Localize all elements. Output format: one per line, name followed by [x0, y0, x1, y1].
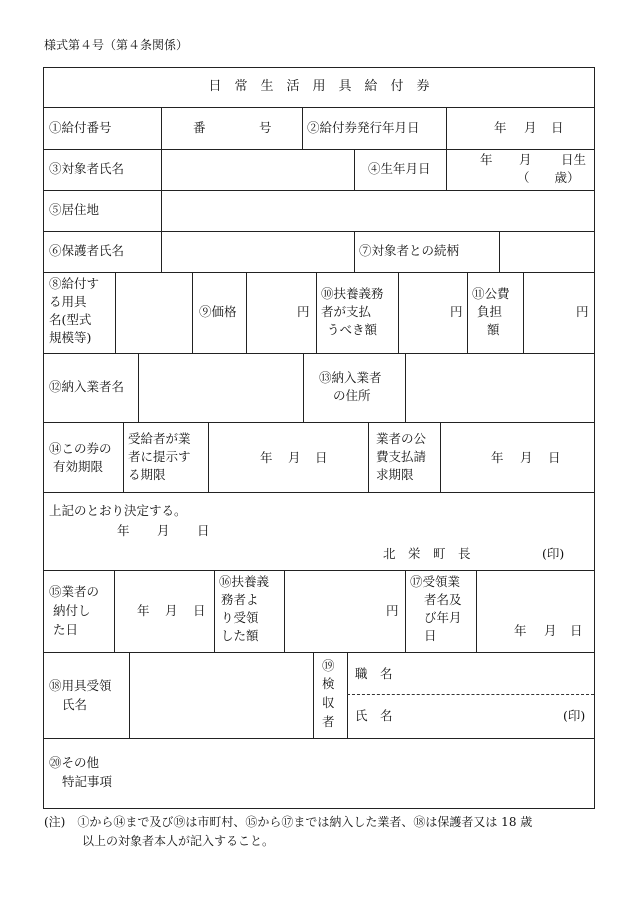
issue-date-month: 月 — [524, 120, 537, 135]
decision-text: 上記のとおり決定する。 — [49, 503, 187, 518]
label-recipient-name: ③対象者氏名 — [49, 161, 125, 176]
claim-deadline-month: 月 — [520, 450, 533, 465]
guardian-name-input[interactable] — [165, 237, 354, 269]
issue-date-input[interactable] — [450, 113, 594, 145]
position-input[interactable] — [400, 660, 592, 690]
claim-deadline-year: 年 — [491, 450, 504, 465]
delivery-month: 月 — [165, 603, 178, 618]
form-id: 様式第４号（第４条関係） — [44, 38, 189, 52]
grant-number-prefix: 番 — [193, 120, 206, 135]
present-deadline-day: 日 — [315, 450, 328, 465]
present-deadline-month: 月 — [288, 450, 301, 465]
issue-date-year: 年 — [494, 120, 507, 135]
label-relationship: ⑦対象者との続柄 — [359, 243, 460, 258]
relationship-input[interactable] — [503, 237, 594, 269]
delivery-year: 年 — [137, 603, 150, 618]
label-birth-date: ④生年月日 — [368, 161, 431, 176]
age: （ 歳） — [517, 170, 580, 185]
residence-input[interactable] — [165, 196, 594, 228]
grant-number-suffix: 号 — [259, 120, 272, 135]
received-yen: 円 — [386, 603, 399, 618]
delivery-day: 日 — [193, 603, 206, 618]
mayor-title: 北 栄 町 長 — [383, 546, 471, 561]
inspector-seal: (印) — [563, 708, 586, 723]
claim-deadline-day: 日 — [548, 450, 561, 465]
label-vendor-name: ⑫納入業者名 — [49, 379, 125, 394]
issue-date-day: 日 — [551, 120, 564, 135]
label-guardian-name: ⑥保護者氏名 — [49, 243, 125, 258]
birth-month: 月 — [519, 152, 532, 167]
vendor-name-input[interactable] — [142, 360, 303, 418]
label-residence: ⑤居住地 — [49, 202, 100, 217]
birth-day: 日生 — [561, 152, 587, 167]
equipment-receiver-input[interactable] — [133, 658, 313, 734]
grant-number-input[interactable] — [205, 113, 259, 145]
item-name-input[interactable] — [118, 278, 192, 350]
price-yen: 円 — [297, 304, 310, 319]
decision-year: 年 — [117, 523, 130, 538]
form-title: 日 常 生 活 用 具 給 付 券 — [208, 79, 430, 94]
vendor-address-input[interactable] — [409, 360, 594, 418]
birth-year: 年 — [480, 152, 493, 167]
note-line-2: 以上の対象者本人が記入すること。 — [82, 834, 275, 848]
inspector-name-input[interactable] — [400, 702, 554, 732]
public-yen: 円 — [576, 304, 589, 319]
decision-day: 日 — [197, 523, 210, 538]
receiver-month: 月 — [544, 623, 557, 638]
label-price: ⑨価格 — [199, 304, 237, 319]
recipient-name-input[interactable] — [165, 155, 354, 187]
label-inspector-name: 氏 名 — [355, 708, 393, 723]
note-line-1: (注) ①から⑭まで及び⑲は市町村、⑮から⑰までは納入した業者、⑱は保護者又は 18 歳 — [44, 815, 533, 829]
label-position: 職 名 — [355, 666, 393, 681]
label-issue-date: ②給付券発行年月日 — [307, 120, 420, 135]
receiver-day: 日 — [570, 623, 583, 638]
present-deadline-year: 年 — [260, 450, 273, 465]
special-notes-input[interactable] — [140, 744, 594, 804]
decision-month: 月 — [157, 523, 170, 538]
label-grant-number: ①給付番号 — [49, 120, 112, 135]
mayor-seal: (印) — [542, 546, 565, 561]
receiver-year: 年 — [514, 623, 527, 638]
support-yen: 円 — [450, 304, 463, 319]
